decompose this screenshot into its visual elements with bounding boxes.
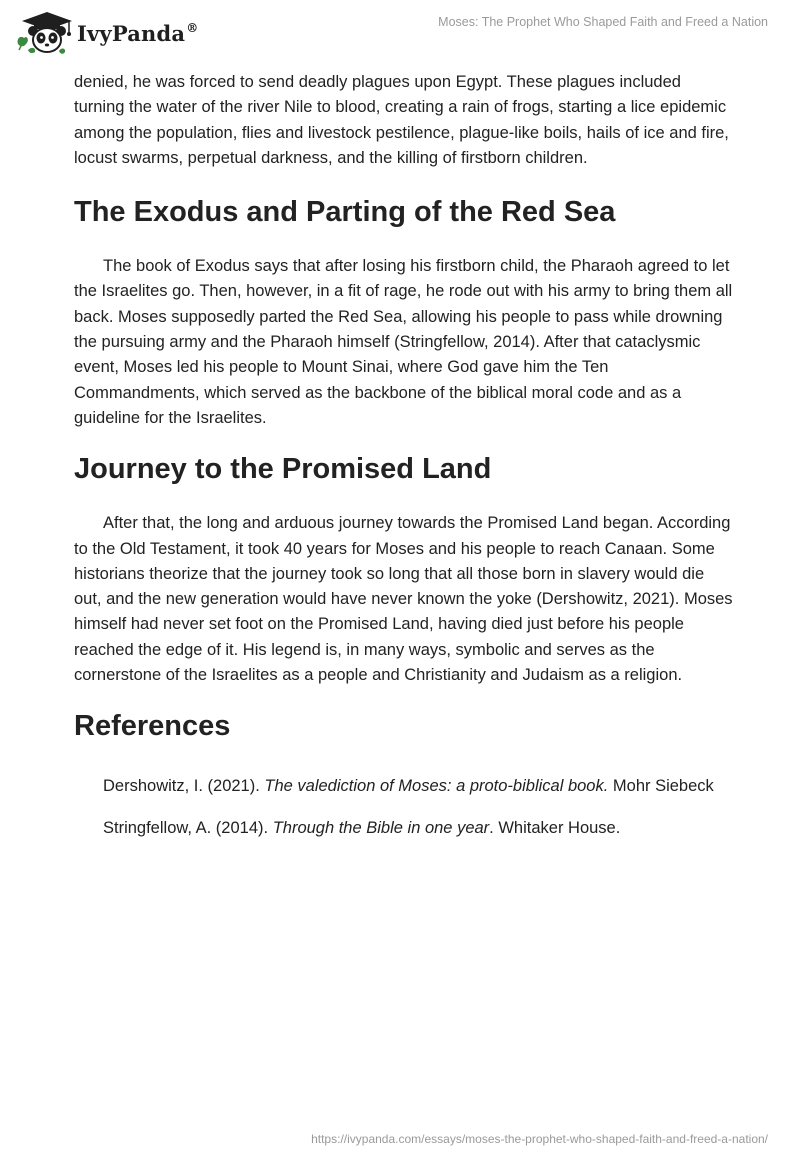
section-paragraph-journey: After that, the long and arduous journey towards the Promised Land began. According to the Old Testament, it took 40 years for Moses and his people to reach Canaan. Some historians theorize that the journey took so long that all those born in slavery would die out, and the new generation would have never known the yoke (Dershowitz, 2021). Moses himself had never set foot on the Promised Land, having died just before his people reached the edge of it. His legend is, in many ways, symbolic and serves as the cornerstone of the Israelites as a people and Christianity and Judaism as a religion. bbox=[74, 514, 733, 685]
reference-publisher: . Whitaker House. bbox=[489, 819, 621, 838]
reference-title: The valediction of Moses: a proto-biblical book. bbox=[264, 777, 609, 796]
reference-publisher: Mohr Siebeck bbox=[608, 777, 714, 796]
references-heading: References bbox=[74, 710, 231, 743]
brand-name: IvyPanda® bbox=[77, 20, 199, 46]
footer-url[interactable]: https://ivypanda.com/essays/moses-the-prophet-who-shaped-faith-and-freed-a-nation/ bbox=[311, 1132, 768, 1146]
reference-entry bbox=[103, 817, 734, 839]
reference-author: Dershowitz, I. (2021). bbox=[103, 777, 265, 796]
intro-paragraph: denied, he was forced to send deadly plagues upon Egypt. These plagues included turning the water of the river Nile to blood, creating a rain of frogs, starting a lice epidemic among the population, flies and livestock pestilence, plague-like boils, hails of ice and fire, locust swarms, perpetual darkness, and the killing of firstborn children. bbox=[74, 73, 729, 167]
page-header bbox=[0, 0, 800, 64]
section-heading-exodus: The Exodus and Parting of the Red Sea bbox=[74, 196, 616, 229]
running-title: Moses: The Prophet Who Shaped Faith and Freed a Nation bbox=[438, 15, 768, 29]
registered-mark: ® bbox=[186, 20, 199, 35]
section-heading-journey: Journey to the Promised Land bbox=[74, 453, 492, 486]
section-paragraph-exodus: The book of Exodus says that after losing his firstborn child, the Pharaoh agreed to let the Israelites go. Then, however, in a fit of rage, he rode out with his army to bring them all back. Moses supposedly parted the Red Sea, allowing his people to pass while drowning the pursuing army and the Pharaoh himself (Stringfellow, 2014). After that cataclysmic event, Moses led his people to Mount Sinai, where God gave him the Ten Commandments, which served as the backbone of the biblical moral code and as a guideline for the Israelites. bbox=[74, 257, 733, 427]
essay-content bbox=[74, 70, 734, 839]
reference-entry bbox=[103, 775, 734, 797]
ivypanda-logo[interactable] bbox=[14, 8, 199, 58]
panda-mortarboard-icon bbox=[14, 10, 74, 56]
reference-title: Through the Bible in one year bbox=[272, 819, 490, 838]
reference-author: Stringfellow, A. (2014). bbox=[103, 819, 273, 838]
